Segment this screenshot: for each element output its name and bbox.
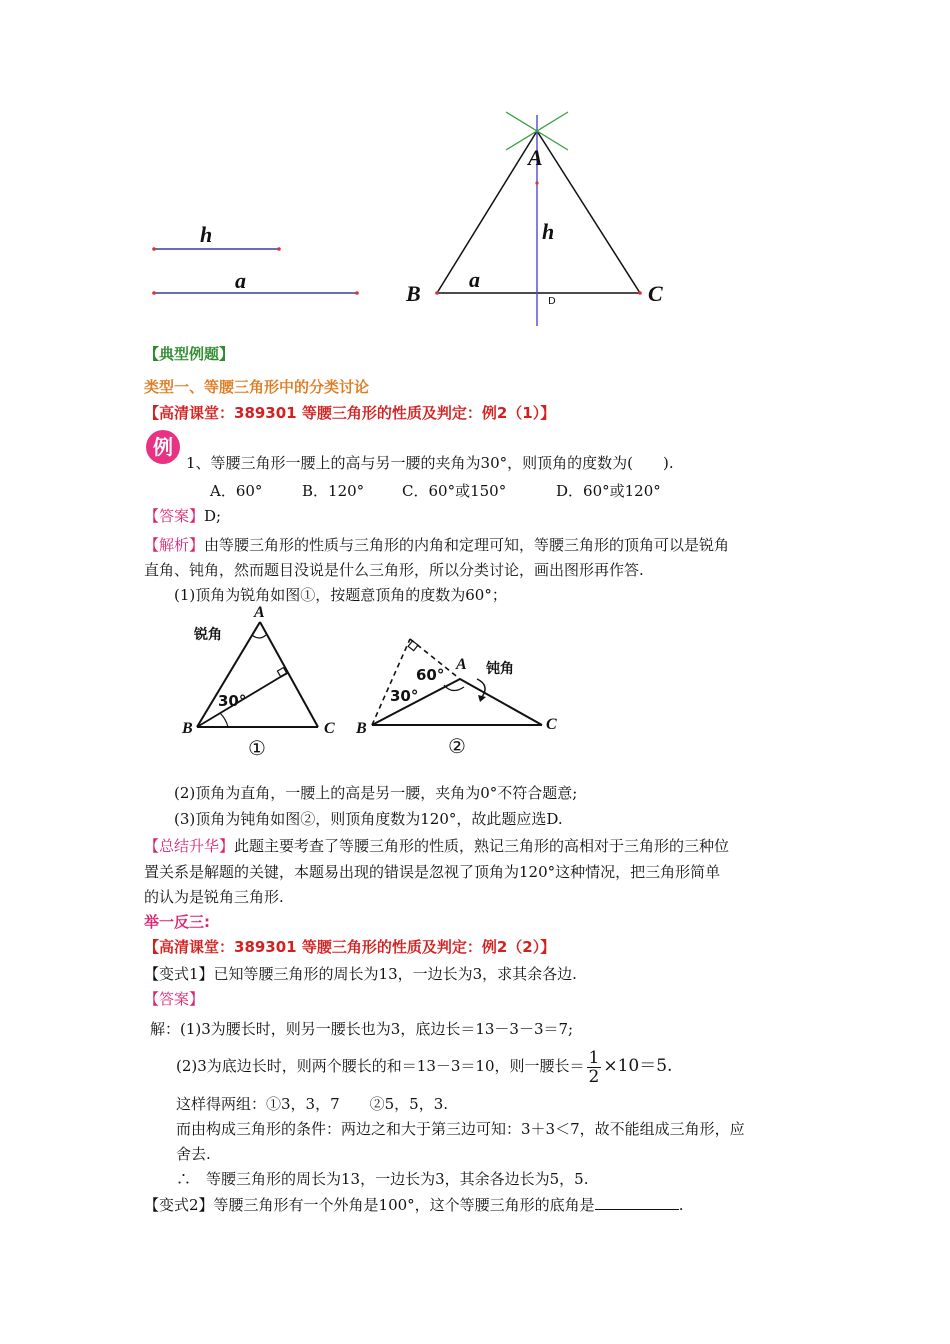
fig2-angle-30: 30°: [390, 687, 419, 705]
answer-2-tag: 【答案】: [144, 990, 205, 1008]
triangle-figures: [180, 605, 580, 765]
solution-line-2-text: (2)3为底边长时，则两个腰长的和＝13－3＝10，则一腰长＝: [176, 1057, 585, 1075]
question-1: 1、等腰三角形一腰上的高与另一腰的夹角为30°，则顶角的度数为( ).: [186, 454, 674, 472]
answer-blank[interactable]: [595, 1195, 679, 1210]
section-title: 【典型例题】: [144, 345, 235, 363]
example-badge: 例: [146, 430, 180, 464]
variant-2-text: 等腰三角形有一个外角是100°，这个等腰三角形的底角是: [213, 1196, 595, 1214]
acute-angle-label: 锐角: [194, 627, 222, 643]
label-h: h: [200, 222, 213, 247]
fraction-numerator: 1: [588, 1047, 600, 1068]
obtuse-angle-label: 钝角: [486, 661, 514, 677]
fig1-number: ①: [248, 736, 266, 760]
fig2-vertex-C: C: [546, 716, 557, 733]
solution-line-1: 解：(1)3为腰长时，则另一腰长也为3，底边长＝13－3－3＝7;: [150, 1020, 574, 1038]
solution-line-2-end: ×10＝5.: [603, 1056, 673, 1076]
point-D: D: [548, 296, 556, 307]
case-1: (1)顶角为锐角如图①，按题意顶角的度数为60°；: [174, 586, 507, 604]
answer-tag: 【答案】: [144, 507, 205, 525]
analysis-line-1: [144, 534, 729, 556]
answer-value: D;: [204, 507, 222, 525]
analysis-text-1: 由等腰三角形的性质与三角形的内角和定理可知，等腰三角形的顶角可以是锐角: [204, 536, 730, 554]
option-b: B．120°: [302, 482, 365, 500]
fig1-vertex-C: C: [324, 720, 335, 737]
variant-1: [144, 963, 577, 985]
option-d: D．60°或120°: [556, 482, 661, 500]
summary-line-1: [144, 835, 729, 857]
vertex-A: A: [528, 145, 543, 170]
practice-title: 举一反三:: [144, 913, 210, 931]
solution-line-6: ∴ 等腰三角形的周长为13，一边长为3，其余各边长为5，5.: [176, 1170, 589, 1188]
fig2-vertex-B: B: [356, 720, 367, 737]
variant-1-tag: 【变式1】: [144, 965, 214, 983]
fig1-vertex-B: B: [182, 720, 193, 737]
case-2: (2)顶角为直角，一腰上的高是另一腰，夹角为0°不符合题意;: [174, 784, 578, 802]
summary-tag: 【总结升华】: [144, 837, 235, 855]
variant-2: [144, 1194, 683, 1216]
label-a-base: a: [469, 267, 480, 292]
variant-2-tag: 【变式2】: [144, 1196, 214, 1214]
variant-1-text: 已知等腰三角形的周长为13，一边长为3，求其余各边.: [213, 965, 577, 983]
vertex-B: B: [406, 281, 421, 306]
type-title: 类型一、等腰三角形中的分类讨论: [144, 378, 370, 396]
fig2-number: ②: [448, 734, 466, 758]
solution-line-2: [176, 1044, 672, 1088]
fig2-vertex-A: A: [456, 656, 467, 673]
analysis-line-2: 直角、钝角，然而题目没说是什么三角形，所以分类讨论，画出图形再作答.: [144, 561, 644, 579]
fig1-angle-30: 30°: [218, 692, 247, 710]
fig2-angle-60: 60°: [416, 666, 445, 684]
case-3: (3)顶角为钝角如图②，则顶角度数为120°，故此题应选D.: [174, 810, 563, 828]
solution-line-4: 而由构成三角形的条件：两边之和大于第三边可知：3＋3＜7，故不能组成三角形，应: [176, 1120, 745, 1138]
fraction-denominator: 2: [588, 1066, 600, 1087]
option-a: A．60°: [210, 482, 263, 500]
answer-line: [144, 505, 221, 527]
vertex-C: C: [648, 281, 663, 306]
variant-2-end: .: [678, 1196, 684, 1214]
summary-line-3: 的认为是锐角三角形.: [144, 888, 284, 906]
lesson-link-2: 【高清课堂：389301 等腰三角形的性质及判定：例2（2）】: [144, 938, 556, 956]
analysis-tag: 【解析】: [144, 536, 205, 554]
label-h-altitude: h: [542, 219, 555, 244]
solution-line-5: 舍去.: [176, 1145, 211, 1163]
fraction-half: [587, 1049, 602, 1086]
summary-text-1: 此题主要考查了等腰三角形的性质，熟记三角形的高相对于三角形的三种位: [234, 837, 730, 855]
lesson-link-1: 【高清课堂：389301 等腰三角形的性质及判定：例2（1）】: [144, 404, 556, 422]
fig1-vertex-A: A: [254, 604, 265, 621]
option-c: C．60°或150°: [402, 482, 507, 500]
label-a: a: [235, 268, 246, 293]
solution-line-3: 这样得两组：①3，3，7 ②5，5，3.: [176, 1095, 449, 1113]
summary-line-2: 置关系是解题的关键，本题易出现的错误是忽视了顶角为120°这种情况，把三角形简单: [144, 863, 721, 881]
